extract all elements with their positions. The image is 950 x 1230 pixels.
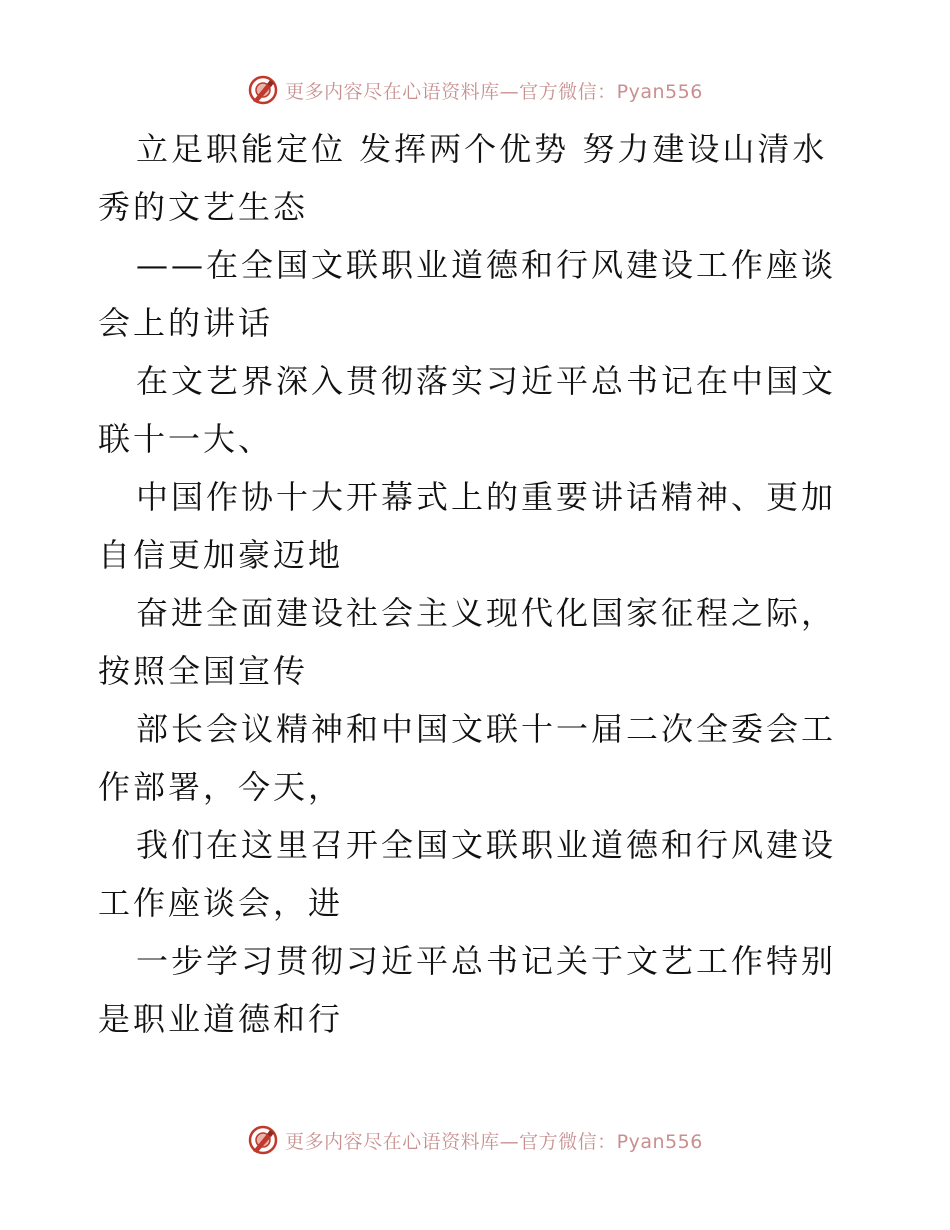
footer-watermark-text: 更多内容尽在心语资料库—官方微信：Pyan556 bbox=[285, 1130, 703, 1153]
document-subtitle: ——在全国文联职业道德和行风建设工作座谈会上的讲话 bbox=[98, 246, 837, 342]
pen-seal-logo-icon bbox=[247, 74, 279, 106]
header-watermark-banner bbox=[0, 73, 950, 107]
body-paragraph: 在文艺界深入贯彻落实习近平总书记在中国文联十一大、 bbox=[98, 362, 837, 458]
header-watermark-text: 更多内容尽在心语资料库—官方微信：Pyan556 bbox=[285, 80, 703, 103]
body-paragraph: 一步学习贯彻习近平总书记关于文艺工作特别是职业道德和行 bbox=[98, 942, 837, 1038]
body-paragraph: 中国作协十大开幕式上的重要讲话精神、更加自信更加豪迈地 bbox=[98, 478, 837, 574]
footer-watermark-banner bbox=[0, 1123, 950, 1157]
body-paragraph: 奋进全面建设社会主义现代化国家征程之际，按照全国宣传 bbox=[98, 594, 837, 690]
document-title: 立足职能定位 发挥两个优势 努力建设山清水秀的文艺生态 bbox=[98, 130, 828, 226]
body-paragraph: 我们在这里召开全国文联职业道德和行风建设工作座谈会，进 bbox=[98, 826, 837, 922]
pen-seal-logo-icon bbox=[247, 1124, 279, 1156]
body-paragraph: 部长会议精神和中国文联十一届二次全委会工作部署，今天， bbox=[98, 710, 837, 806]
document-body bbox=[98, 120, 858, 1048]
